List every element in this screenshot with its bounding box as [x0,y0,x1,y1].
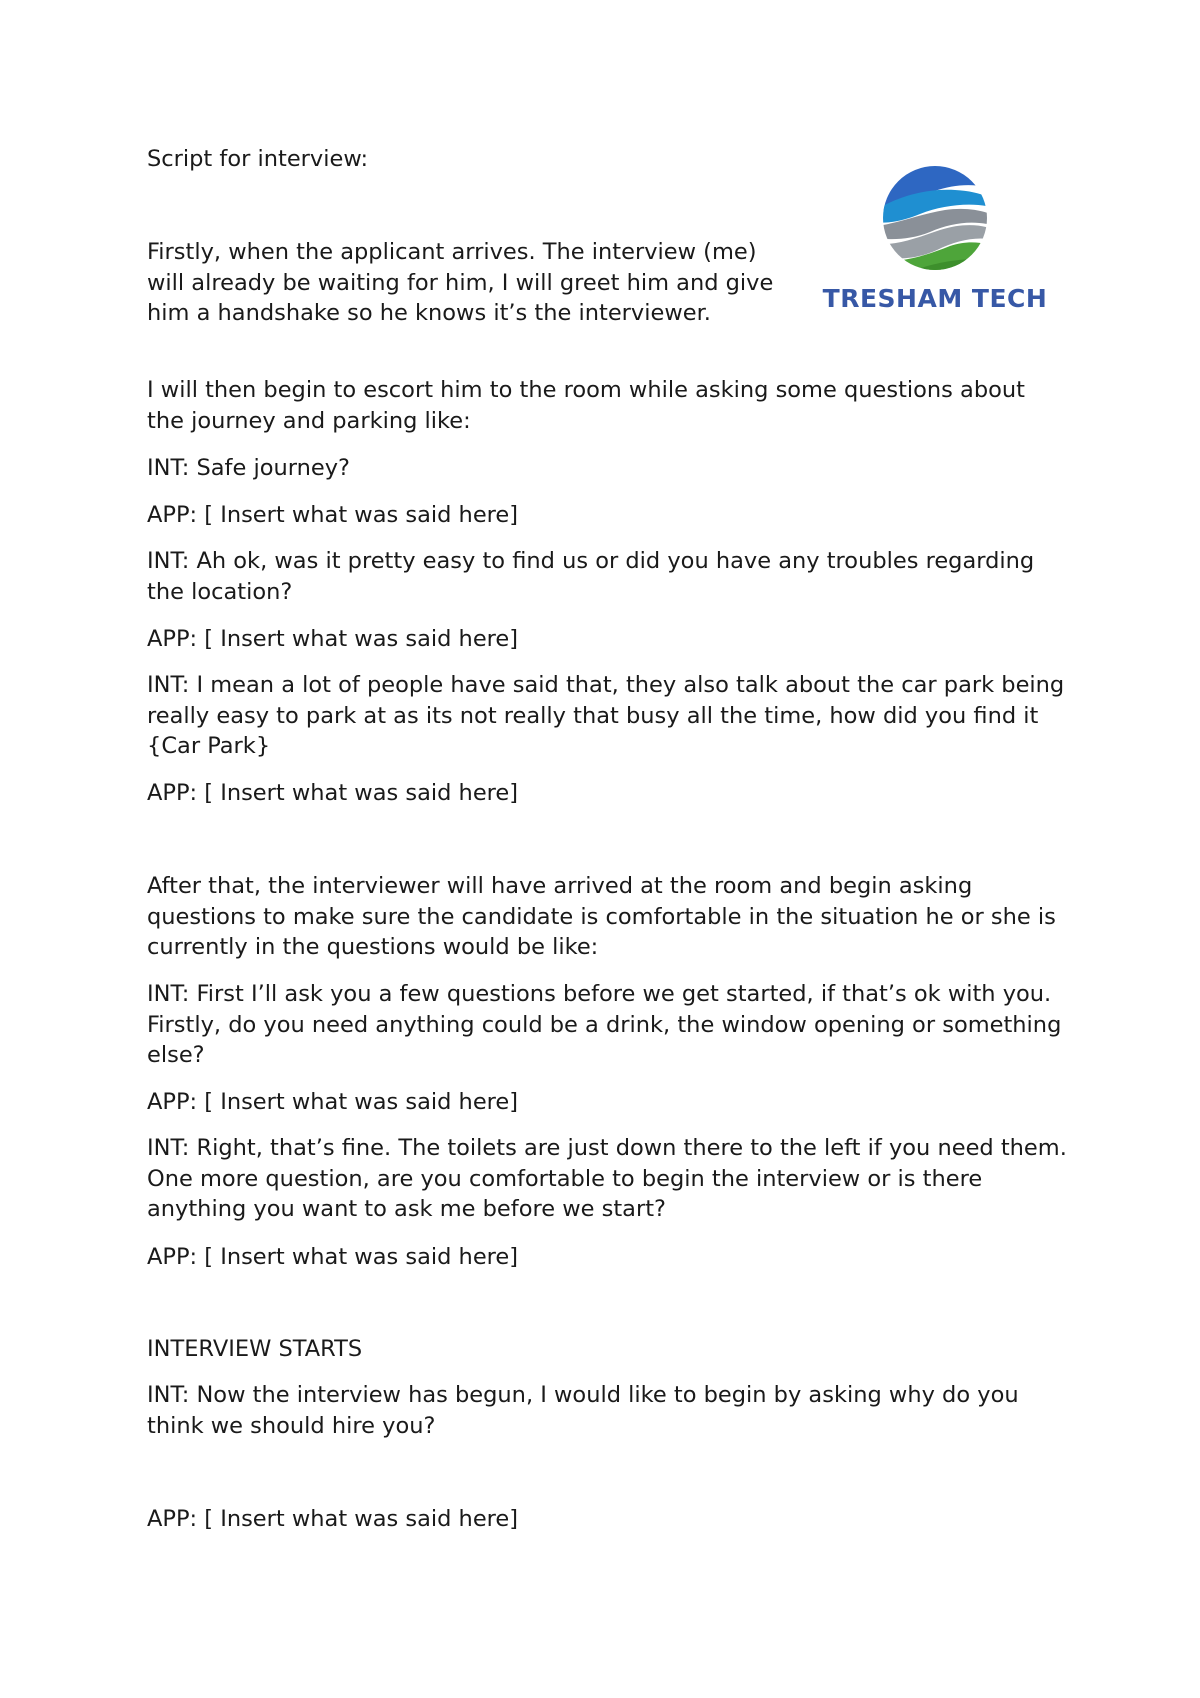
dialogue-int: INT: Safe journey? [147,455,350,481]
dialogue-app: APP: [ Insert what was said here] [147,1089,519,1115]
document-title: Script for interview: [147,146,369,172]
dialogue-int: INT: Now the interview has begun, I would like to begin by asking why do you think we should hire you? [147,1382,1019,1439]
dialogue-app: APP: [ Insert what was said here] [147,780,519,806]
paragraph-room: After that, the interviewer will have arrived at the room and begin asking questions to make sure the candidate is comfortable in the situation he or she is currently in the questions would be like: [147,873,1056,960]
dialogue-int: INT: Right, that’s fine. The toilets are just down there to the left if you need them. One more question, are you comfortable to begin the interview or is there anything you want to ask me before we start? [147,1135,1067,1222]
dialogue-app: APP: [ Insert what was said here] [147,626,519,652]
paragraph-escort: I will then begin to escort him to the room while asking some questions about the journey and parking like: [147,377,1025,434]
company-logo [815,160,1055,320]
paragraph-intro: Firstly, when the applicant arrives. The interview (me) will already be waiting for him, I will greet him and give him a handshake so he knows it’s the interviewer. [147,239,774,326]
dialogue-app: APP: [ Insert what was said here] [147,1244,519,1270]
dialogue-int: INT: Ah ok, was it pretty easy to find us or did you have any troubles regarding the location? [147,548,1035,605]
dialogue-int: INT: I mean a lot of people have said that, they also talk about the car park being really easy to park at as its not really that busy all the time, how did you find it {Car Park} [147,672,1065,759]
globe-logo-icon [815,160,1055,280]
dialogue-app: APP: [ Insert what was said here] [147,502,519,528]
company-name: TRESHAM TECH [822,284,1048,313]
section-heading: INTERVIEW STARTS [147,1336,363,1362]
dialogue-int: INT: First I’ll ask you a few questions before we get started, if that’s ok with you. Firstly, do you need anything could be a drink, the window opening or something else? [147,981,1062,1068]
dialogue-app: APP: [ Insert what was said here] [147,1506,519,1532]
